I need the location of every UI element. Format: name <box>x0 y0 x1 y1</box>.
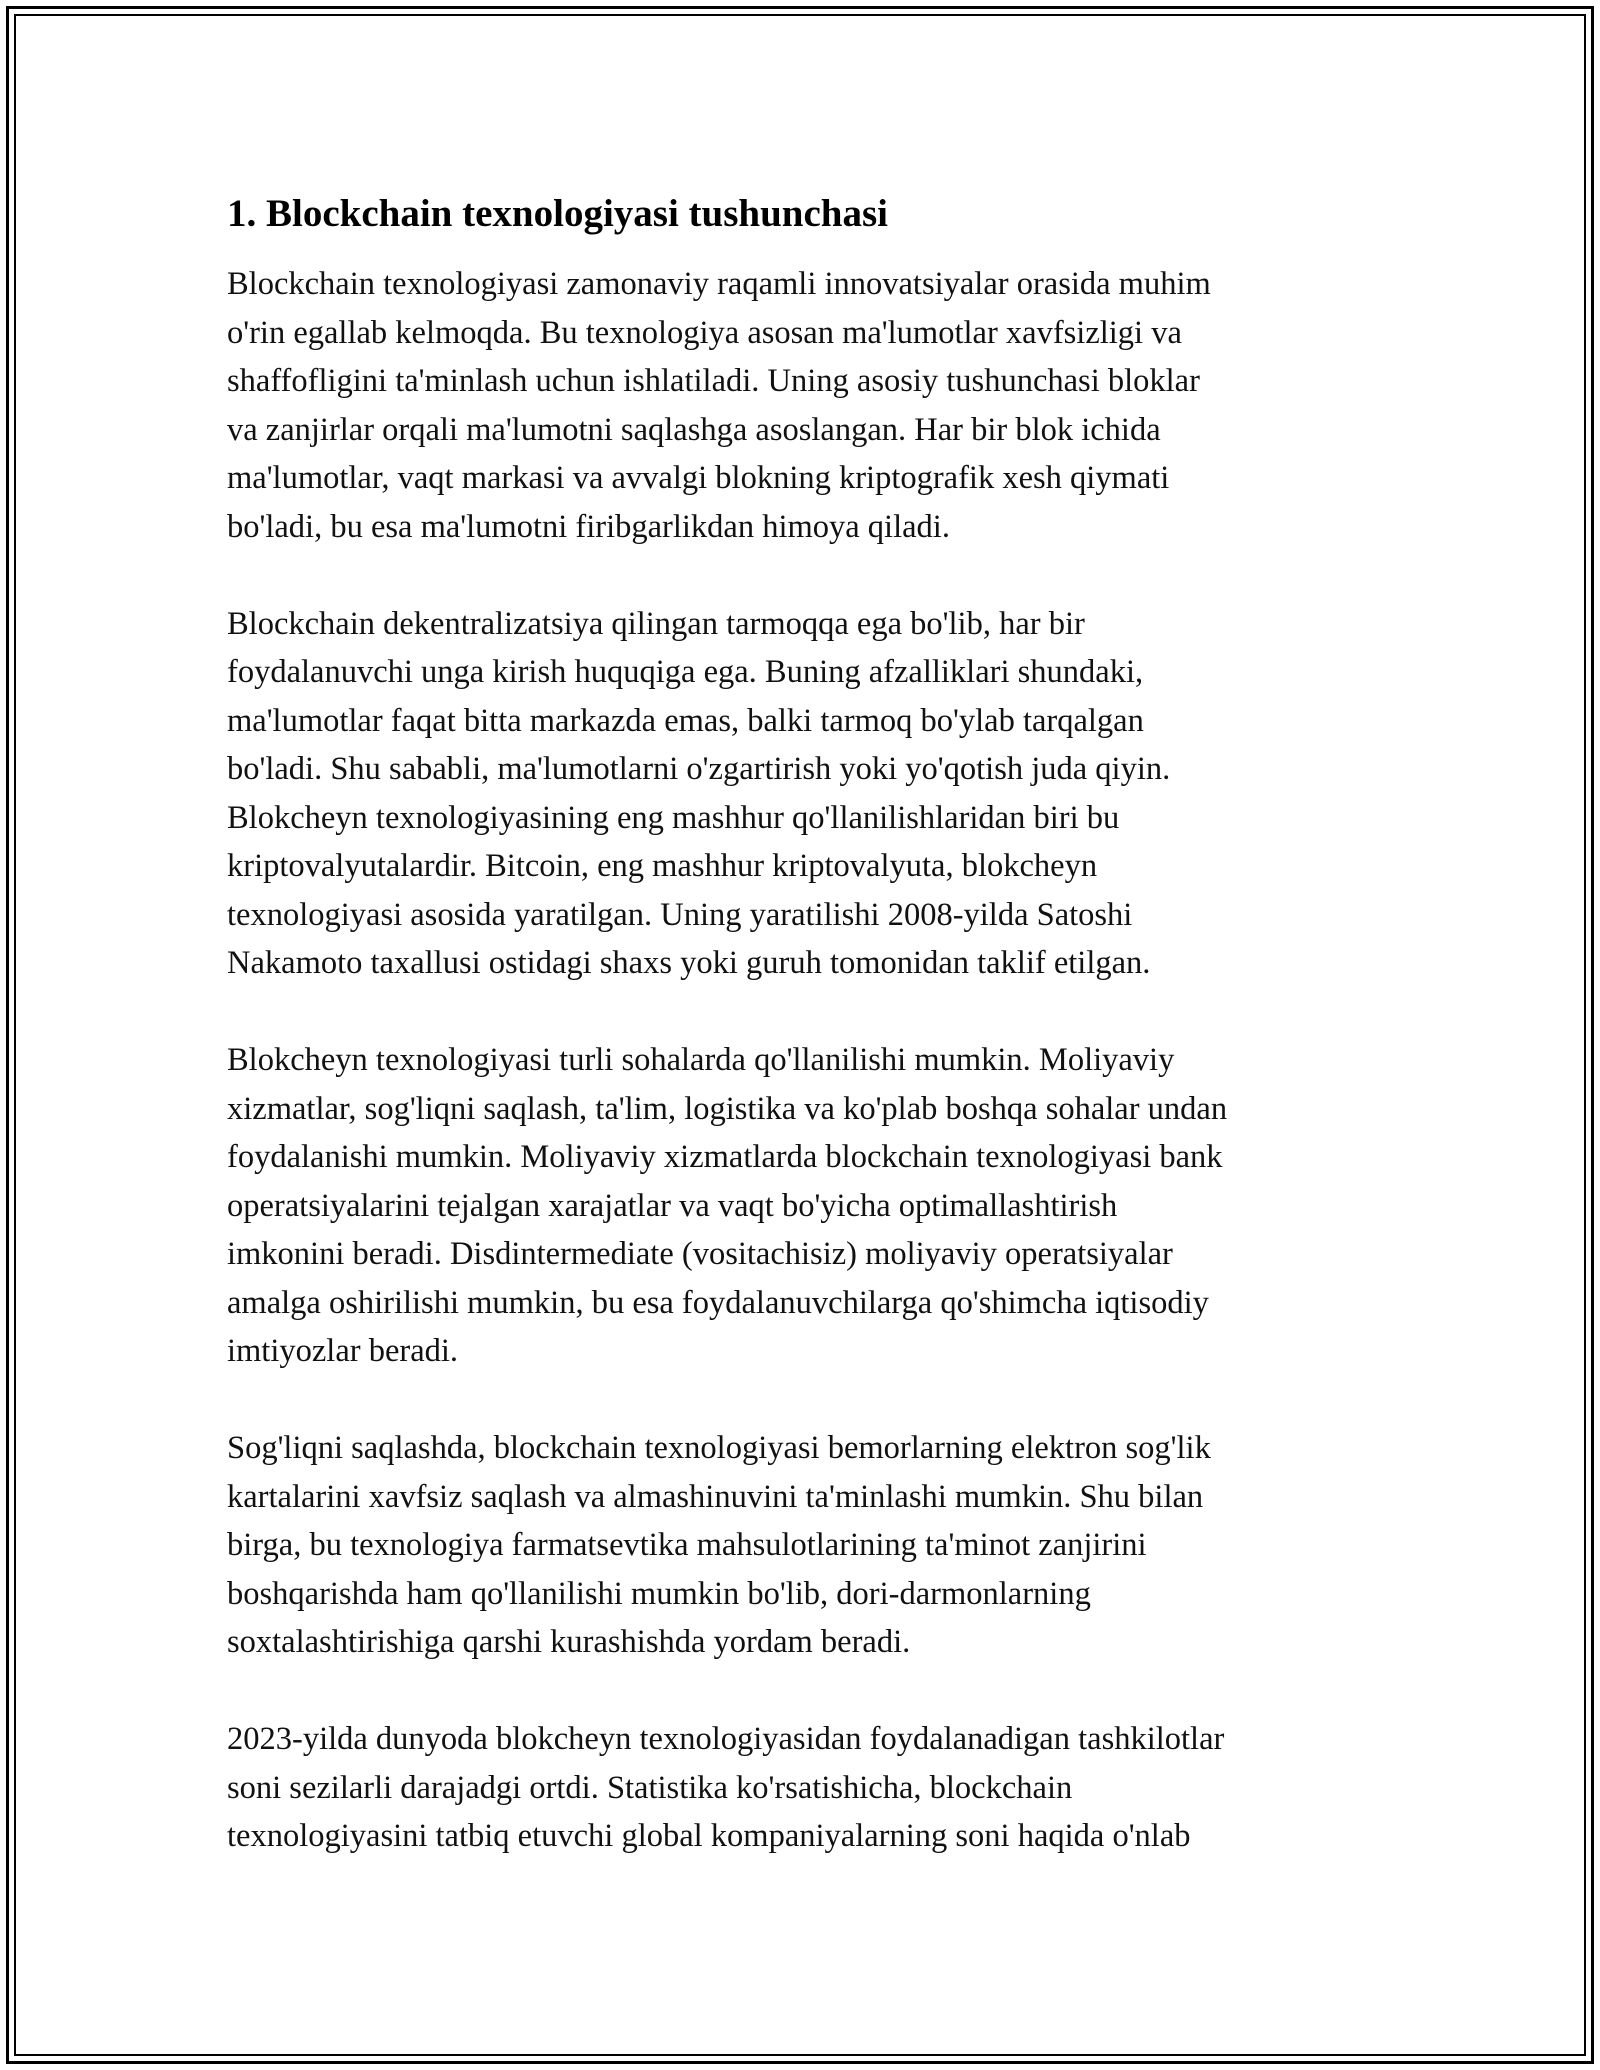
paragraph-line: boshqarishda ham qo'llanilishi mumkin bo'lib, dori-darmonlarning <box>227 1575 1091 1612</box>
paragraph-line: Blockchain texnologiyasi zamonaviy raqamli innovatsiyalar orasida muhim <box>227 266 1211 302</box>
paragraph-line: Blokcheyn texnologiyasi turli sohalarda qo'llanilishi mumkin. Moliyaviy <box>227 1042 1175 1078</box>
paragraph-3 <box>227 1036 1377 1376</box>
paragraph-line: foydalanuvchi unga kirish huquqiga ega. Buning afzalliklari shundaki, <box>227 654 1144 690</box>
paragraph-1 <box>227 260 1377 551</box>
paragraph-2 <box>227 600 1377 988</box>
paragraph-line: birga, bu texnologiya farmatsevtika mahsulotlarining ta'minot zanjirini <box>227 1527 1147 1563</box>
paragraph-line: kartalarini xavfsiz saqlash va almashinuvini ta'minlashi mumkin. Shu bilan <box>227 1478 1204 1515</box>
paragraph-line: texnologiyasi asosida yaratilgan. Uning yaratilishi 2008-yilda Satoshi <box>227 896 1133 933</box>
paragraph-line: imkonini beradi. Disdintermediate (vositachisiz) moliyaviy operatsiyalar <box>227 1236 1173 1272</box>
paragraph-line: foydalanishi mumkin. Moliyaviy xizmatlarda blockchain texnologiyasi bank <box>227 1139 1223 1175</box>
paragraph-line: Blockchain dekentralizatsiya qilingan tarmoqqa ega bo'lib, har bir <box>227 605 1085 642</box>
paragraph-line: kriptovalyutalardir. Bitcoin, eng mashhur kriptovalyuta, blokcheyn <box>227 848 1098 884</box>
paragraph-line: texnologiyasini tatbiq etuvchi global kompaniyalarning soni haqida o'nlab <box>227 1818 1191 1854</box>
paragraph-line: Nakamoto taxallusi ostidagi shaxs yoki guruh tomonidan taklif etilgan. <box>227 945 1151 981</box>
paragraph-line: soxtalashtirishiga qarshi kurashishda yordam beradi. <box>227 1624 911 1660</box>
paragraph-line: bo'ladi, bu esa ma'lumotni firibgarlikdan himoya qiladi. <box>227 508 950 545</box>
section-heading: 1. Blockchain texnologiyasi tushunchasi <box>227 192 888 235</box>
paragraph-line: ma'lumotlar, vaqt markasi va avvalgi blokning kriptografik xesh qiymati <box>227 460 1170 496</box>
paragraph-line: amalga oshirilishi mumkin, bu esa foydalanuvchilarga qo'shimcha iqtisodiy <box>227 1284 1209 1321</box>
paragraph-line: soni sezilarli darajadgi ortdi. Statistika ko'rsatishicha, blockchain <box>227 1769 1073 1806</box>
paragraph-4 <box>227 1424 1377 1667</box>
paragraph-5 <box>227 1715 1377 1861</box>
paragraph-line: 2023-yilda dunyoda blokcheyn texnologiyasidan foydalanadigan tashkilotlar <box>227 1721 1225 1757</box>
paragraph-line: o'rin egallab kelmoqda. Bu texnologiya asosan ma'lumotlar xavfsizligi va <box>227 314 1182 351</box>
paragraph-line: va zanjirlar orqali ma'lumotni saqlashga asoslangan. Har bir blok ichida <box>227 411 1161 448</box>
paragraph-line: xizmatlar, sog'liqni saqlash, ta'lim, logistika va ko'plab boshqa sohalar undan <box>227 1090 1228 1127</box>
document-content <box>227 178 1377 1909</box>
paragraph-line: shaffofligini ta'minlash uchun ishlatiladi. Uning asosiy tushunchasi bloklar <box>227 363 1200 399</box>
paragraph-line: Sog'liqni saqlashda, blockchain texnologiyasi bemorlarning elektron sog'lik <box>227 1430 1211 1466</box>
paragraph-line: bo'ladi. Shu sababli, ma'lumotlarni o'zgartirish yoki yo'qotish juda qiyin. <box>227 751 1171 787</box>
paragraph-line: Blokcheyn texnologiyasining eng mashhur qo'llanilishlaridan biri bu <box>227 799 1120 836</box>
paragraph-line: operatsiyalarini tejalgan xarajatlar va vaqt bo'yicha optimallashtirish <box>227 1187 1118 1224</box>
paragraph-line: imtiyozlar beradi. <box>227 1333 459 1369</box>
paragraph-line: ma'lumotlar faqat bitta markazda emas, balki tarmoq bo'ylab tarqalgan <box>227 702 1144 739</box>
